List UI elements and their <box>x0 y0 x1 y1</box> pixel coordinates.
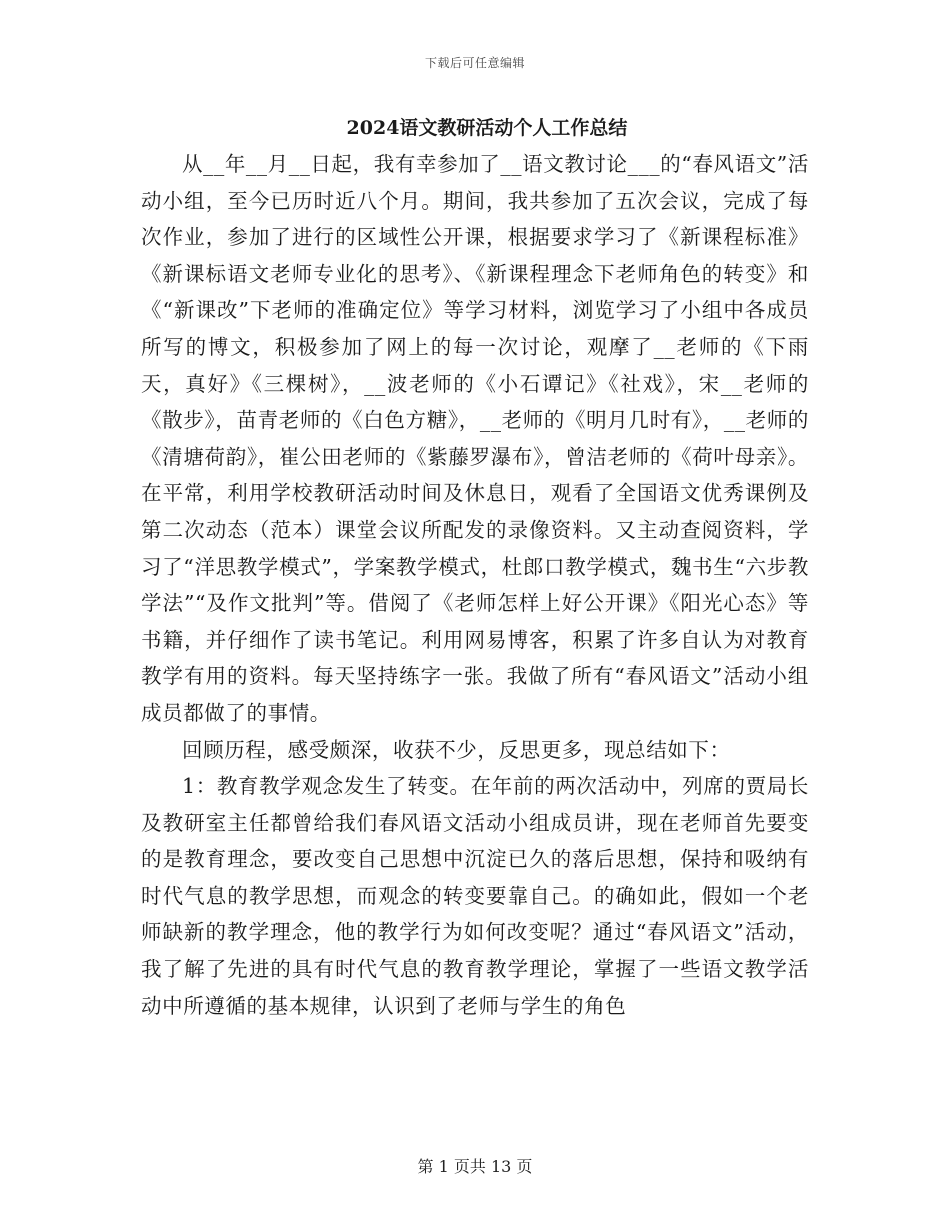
paragraph-intro: 从__年__月__日起，我有幸参加了__语文教讨论___的“春风语文”活动小组，至今已历时近八个月。期间，我共参加了五次会议，完成了每次作业，参加了进行的区域性公开课，根据要求学习了《新课程标准》《新课标语文老师专业化的思考》、《新课程理念下老师角色的转变》和《“新课改”下老师的准确定位》等学习材料，浏览学习了小组中各成员所写的博文，积极参加了网上的每一次讨论，观摩了__老师的《下雨天，真好》《三棵树》，__波老师的《小石谭记》《社戏》，宋__老师的《散步》，苗青老师的《白色方糖》，__老师的《明月几时有》，__老师的《清塘荷韵》，崔公田老师的《紫藤罗瀑布》，曾洁老师的《荷叶母亲》。在平常，利用学校教研活动时间及休息日，观看了全国语文优秀课例及第二次动态（范本）课堂会议所配发的录像资料。又主动查阅资料，学习了“洋思教学模式”，学案教学模式，杜郎口教学模式，魏书生“六步教学法”“及作文批判”等。借阅了《老师怎样上好公开课》《阳光心态》等书籍，并仔细作了读书笔记。利用网易博客，积累了许多自认为对教育教学有用的资料。每天坚持练字一张。我做了所有“春风语文”活动小组成员都做了的事情。 <box>141 152 809 725</box>
document-body <box>141 110 809 1024</box>
paragraph-review: 回顾历程，感受颇深，收获不少，反思更多，现总结如下： <box>182 737 731 762</box>
document-title: 2024语文教研活动个人工作总结 <box>346 117 628 139</box>
paragraph-point-1: 1：教育教学观念发生了转变。在年前的两次活动中，列席的贾局长及教研室主任都曾给我们春风语文活动小组成员讲，现在老师首先要变的是教育理念，要改变自己思想中沉淀已久的落后思想，保持和吸纳有时代气息的教学思想，而观念的转变要靠自己。的确如此，假如一个老师缺新的教学理念，他的教学行为如何改变呢？通过“春风语文”活动，我了解了先进的具有时代气息的教育教学理论，掌握了一些语文教学活动中所遵循的基本规律，认识到了老师与学生的角色 <box>141 774 809 1018</box>
page-header-note: 下载后可任意编辑 <box>424 56 525 70</box>
page-number: 第 1 页共 13 页 <box>417 1157 533 1176</box>
